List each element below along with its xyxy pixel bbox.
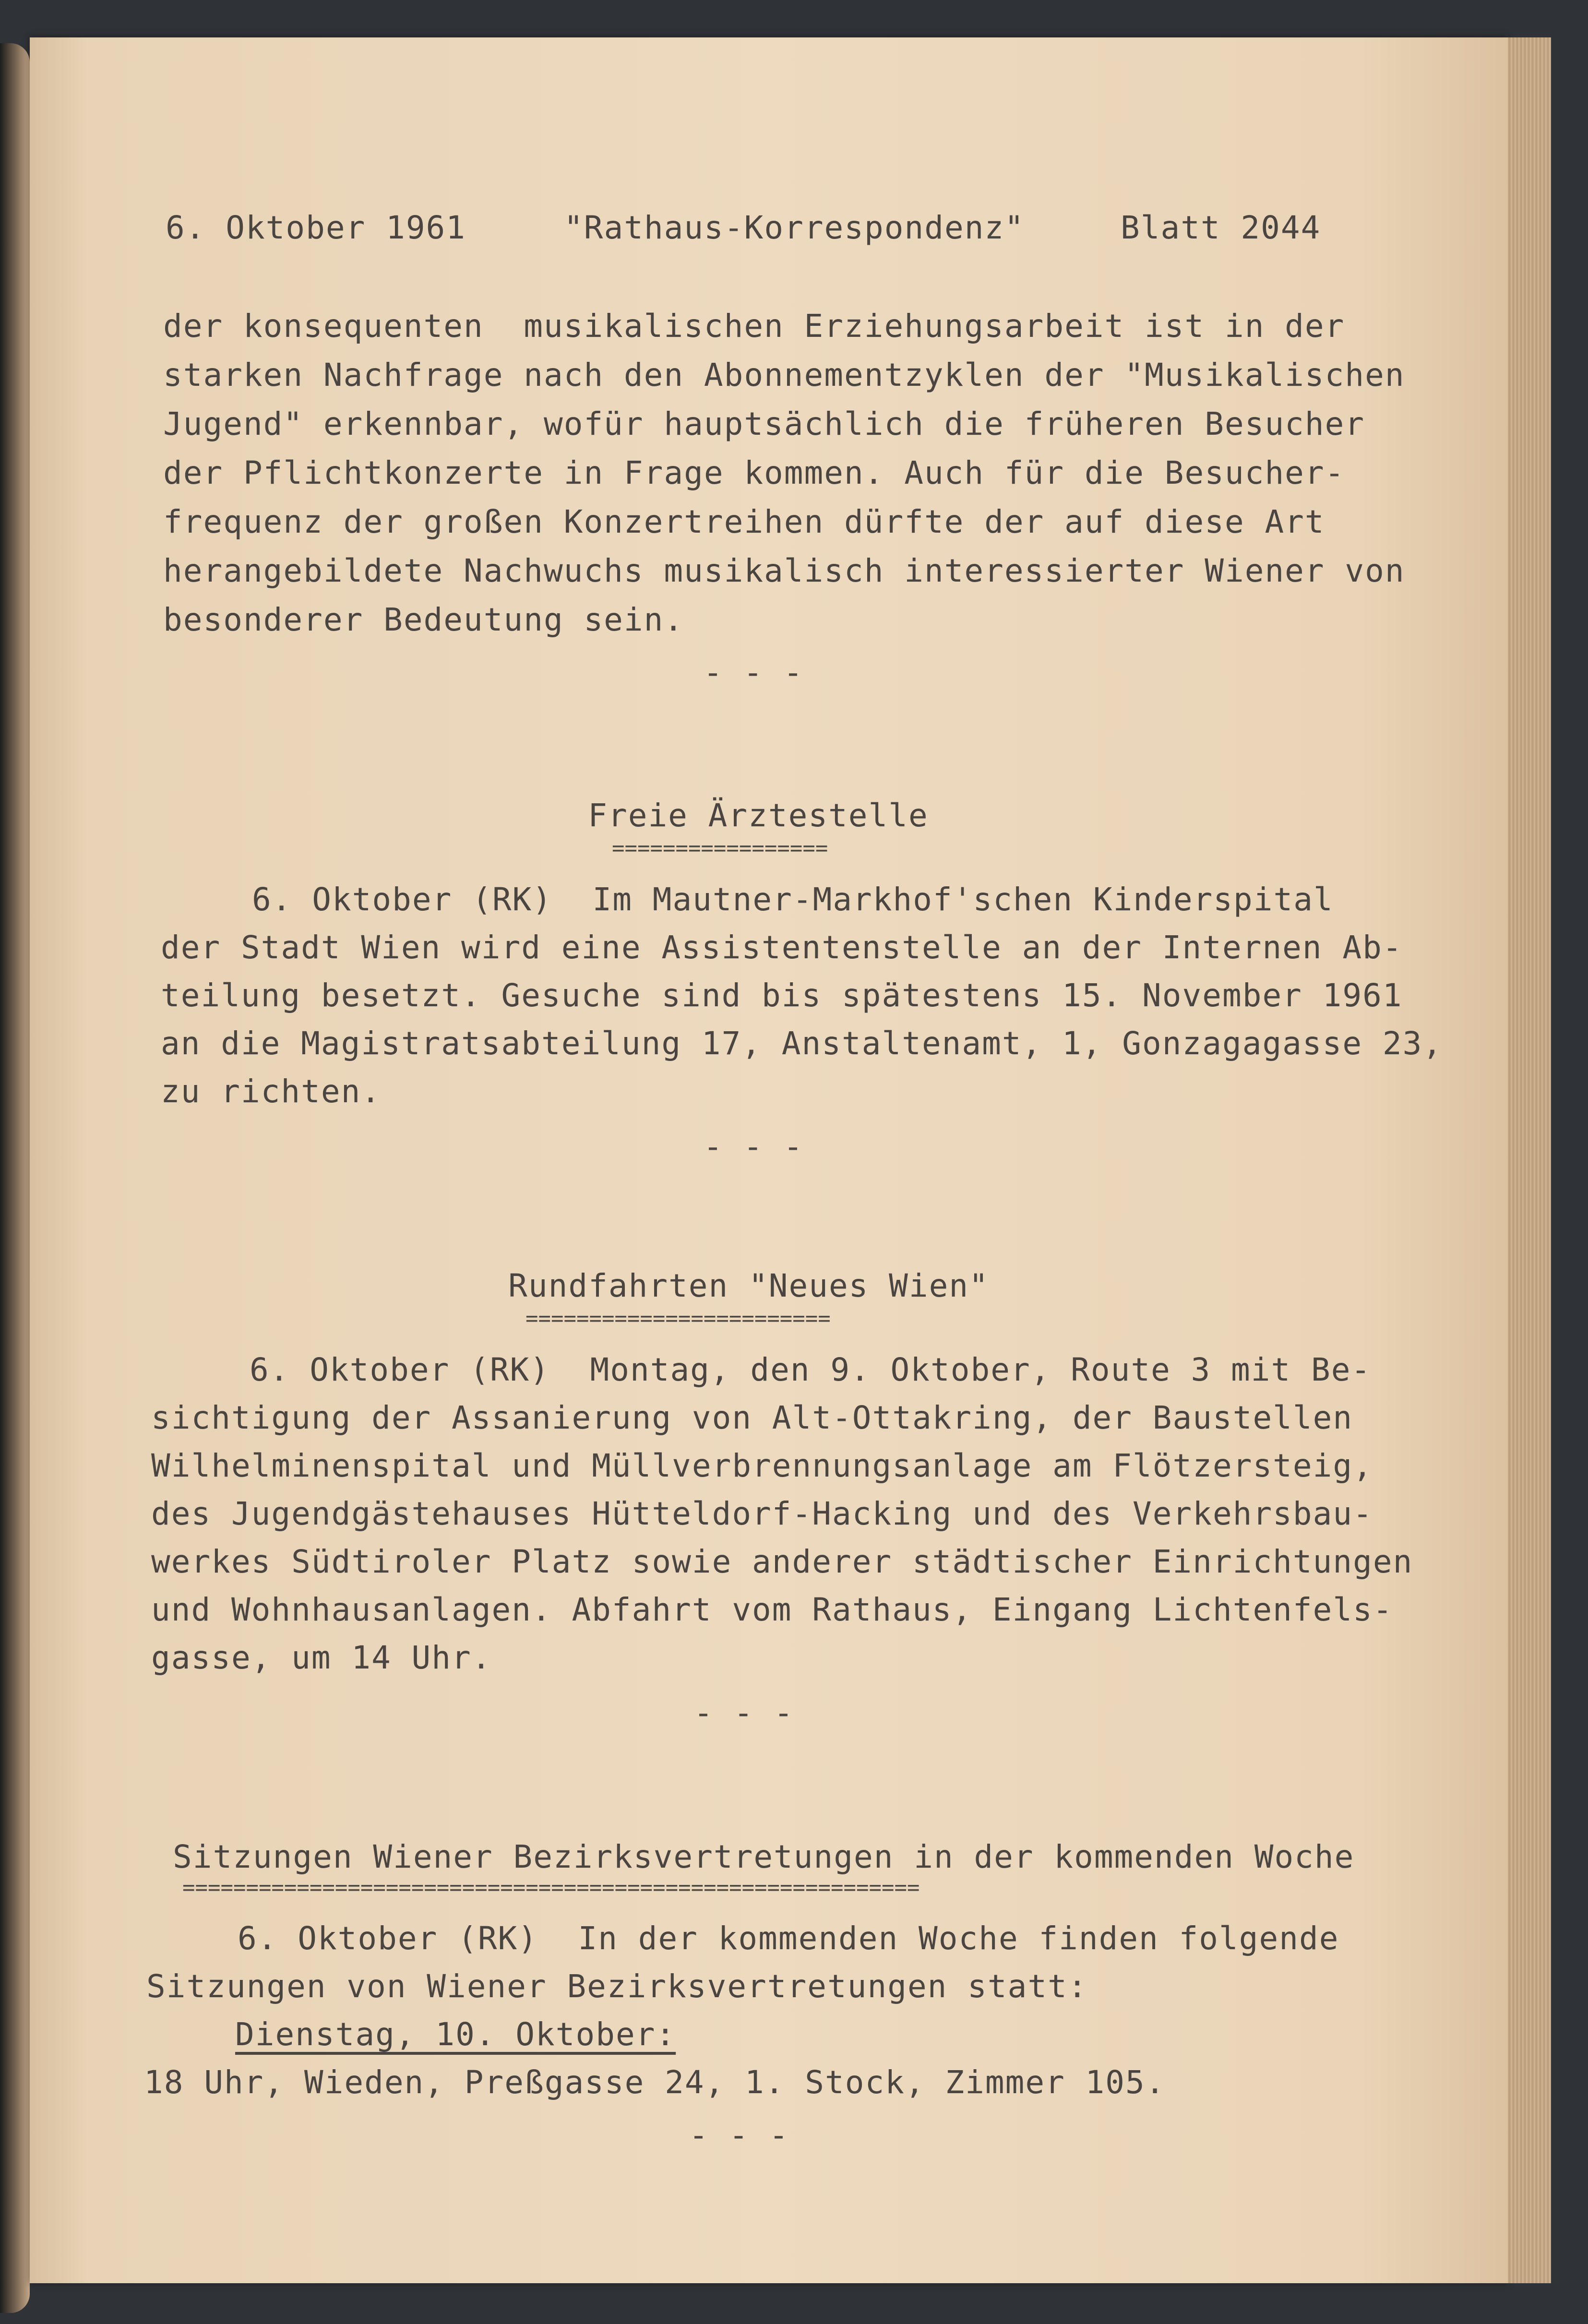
section-separator: - - - [693,1694,794,1731]
section-separator: - - - [689,2117,789,2154]
continuation-line: Jugend" erkennbar, wofür hauptsächlich die früheren Besucher [163,405,1365,442]
article-title: Freie Ärztestelle [588,797,929,834]
article-line: 6. Oktober (RK) Montag, den 9. Oktober, Route 3 mit Be- [250,1351,1372,1388]
page-stack-edges [1508,37,1551,2283]
article-line: Wilhelminenspital und Müllverbrennungsanlage am Flötzersteig, [151,1447,1373,1484]
title-double-rule: ================= [612,836,828,860]
header-date: 6. Oktober 1961 [166,209,466,246]
continuation-line: frequenz der großen Konzertreihen dürfte der auf diese Art [163,503,1325,540]
header-publication: "Rathaus-Korrespondenz" [564,209,1025,246]
article-line: und Wohnhausanlagen. Abfahrt vom Rathaus, Eingang Lichtenfels- [151,1591,1393,1628]
article-line: teilung besetzt. Gesuche sind bis spätestens 15. November 1961 [161,977,1403,1014]
article-line: an die Magistratsabteilung 17, Anstaltenamt, 1, Gonzagagasse 23, [161,1025,1443,1062]
article-line: Sitzungen von Wiener Bezirksvertretungen statt: [146,1968,1088,2005]
article-line: zu richten. [161,1073,382,1110]
continuation-line: starken Nachfrage nach den Abonnementzyklen der "Musikalischen [163,357,1405,393]
article-title: Rundfahrten "Neues Wien" [508,1267,989,1304]
article-line: des Jugendgästehauses Hütteldorf-Hacking und des Verkehrsbau- [151,1495,1373,1532]
article-line: der Stadt Wien wird eine Assistentenstelle an der Internen Ab- [161,929,1403,966]
meeting-entry: 18 Uhr, Wieden, Preßgasse 24, 1. Stock, Zimmer 105. [144,2064,1166,2101]
continuation-line: herangebildete Nachwuchs musikalisch interessierter Wiener von [163,552,1405,589]
meeting-day: Dienstag, 10. Oktober: [235,2016,676,2053]
continuation-line: besonderer Bedeutung sein. [163,601,684,638]
article-line: 6. Oktober (RK) In der kommenden Woche finden folgende [238,1920,1339,1957]
article-line: sichtigung der Assanierung von Alt-Ottakring, der Baustellen [151,1399,1353,1436]
title-double-rule: ======================== [525,1306,831,1331]
article-line: werkes Südtiroler Platz sowie anderer städtischer Einrichtungen [151,1543,1413,1580]
continuation-line: der Pflichtkonzerte in Frage kommen. Auch für die Besucher- [163,454,1345,491]
section-separator: - - - [703,654,804,691]
article-line: 6. Oktober (RK) Im Mautner-Markhof'schen Kinderspital [252,881,1334,918]
section-separator: - - - [703,1128,804,1165]
header-sheet: Blatt 2044 [1121,209,1321,246]
title-double-rule: ========================================================== [182,1875,920,1900]
continuation-line: der konsequenten musikalischen Erziehungsarbeit ist in der [163,308,1345,345]
article-title: Sitzungen Wiener Bezirksvertretungen in der kommenden Woche [173,1838,1355,1875]
left-page-edge [0,43,30,2313]
article-line: gasse, um 14 Uhr. [151,1639,492,1676]
